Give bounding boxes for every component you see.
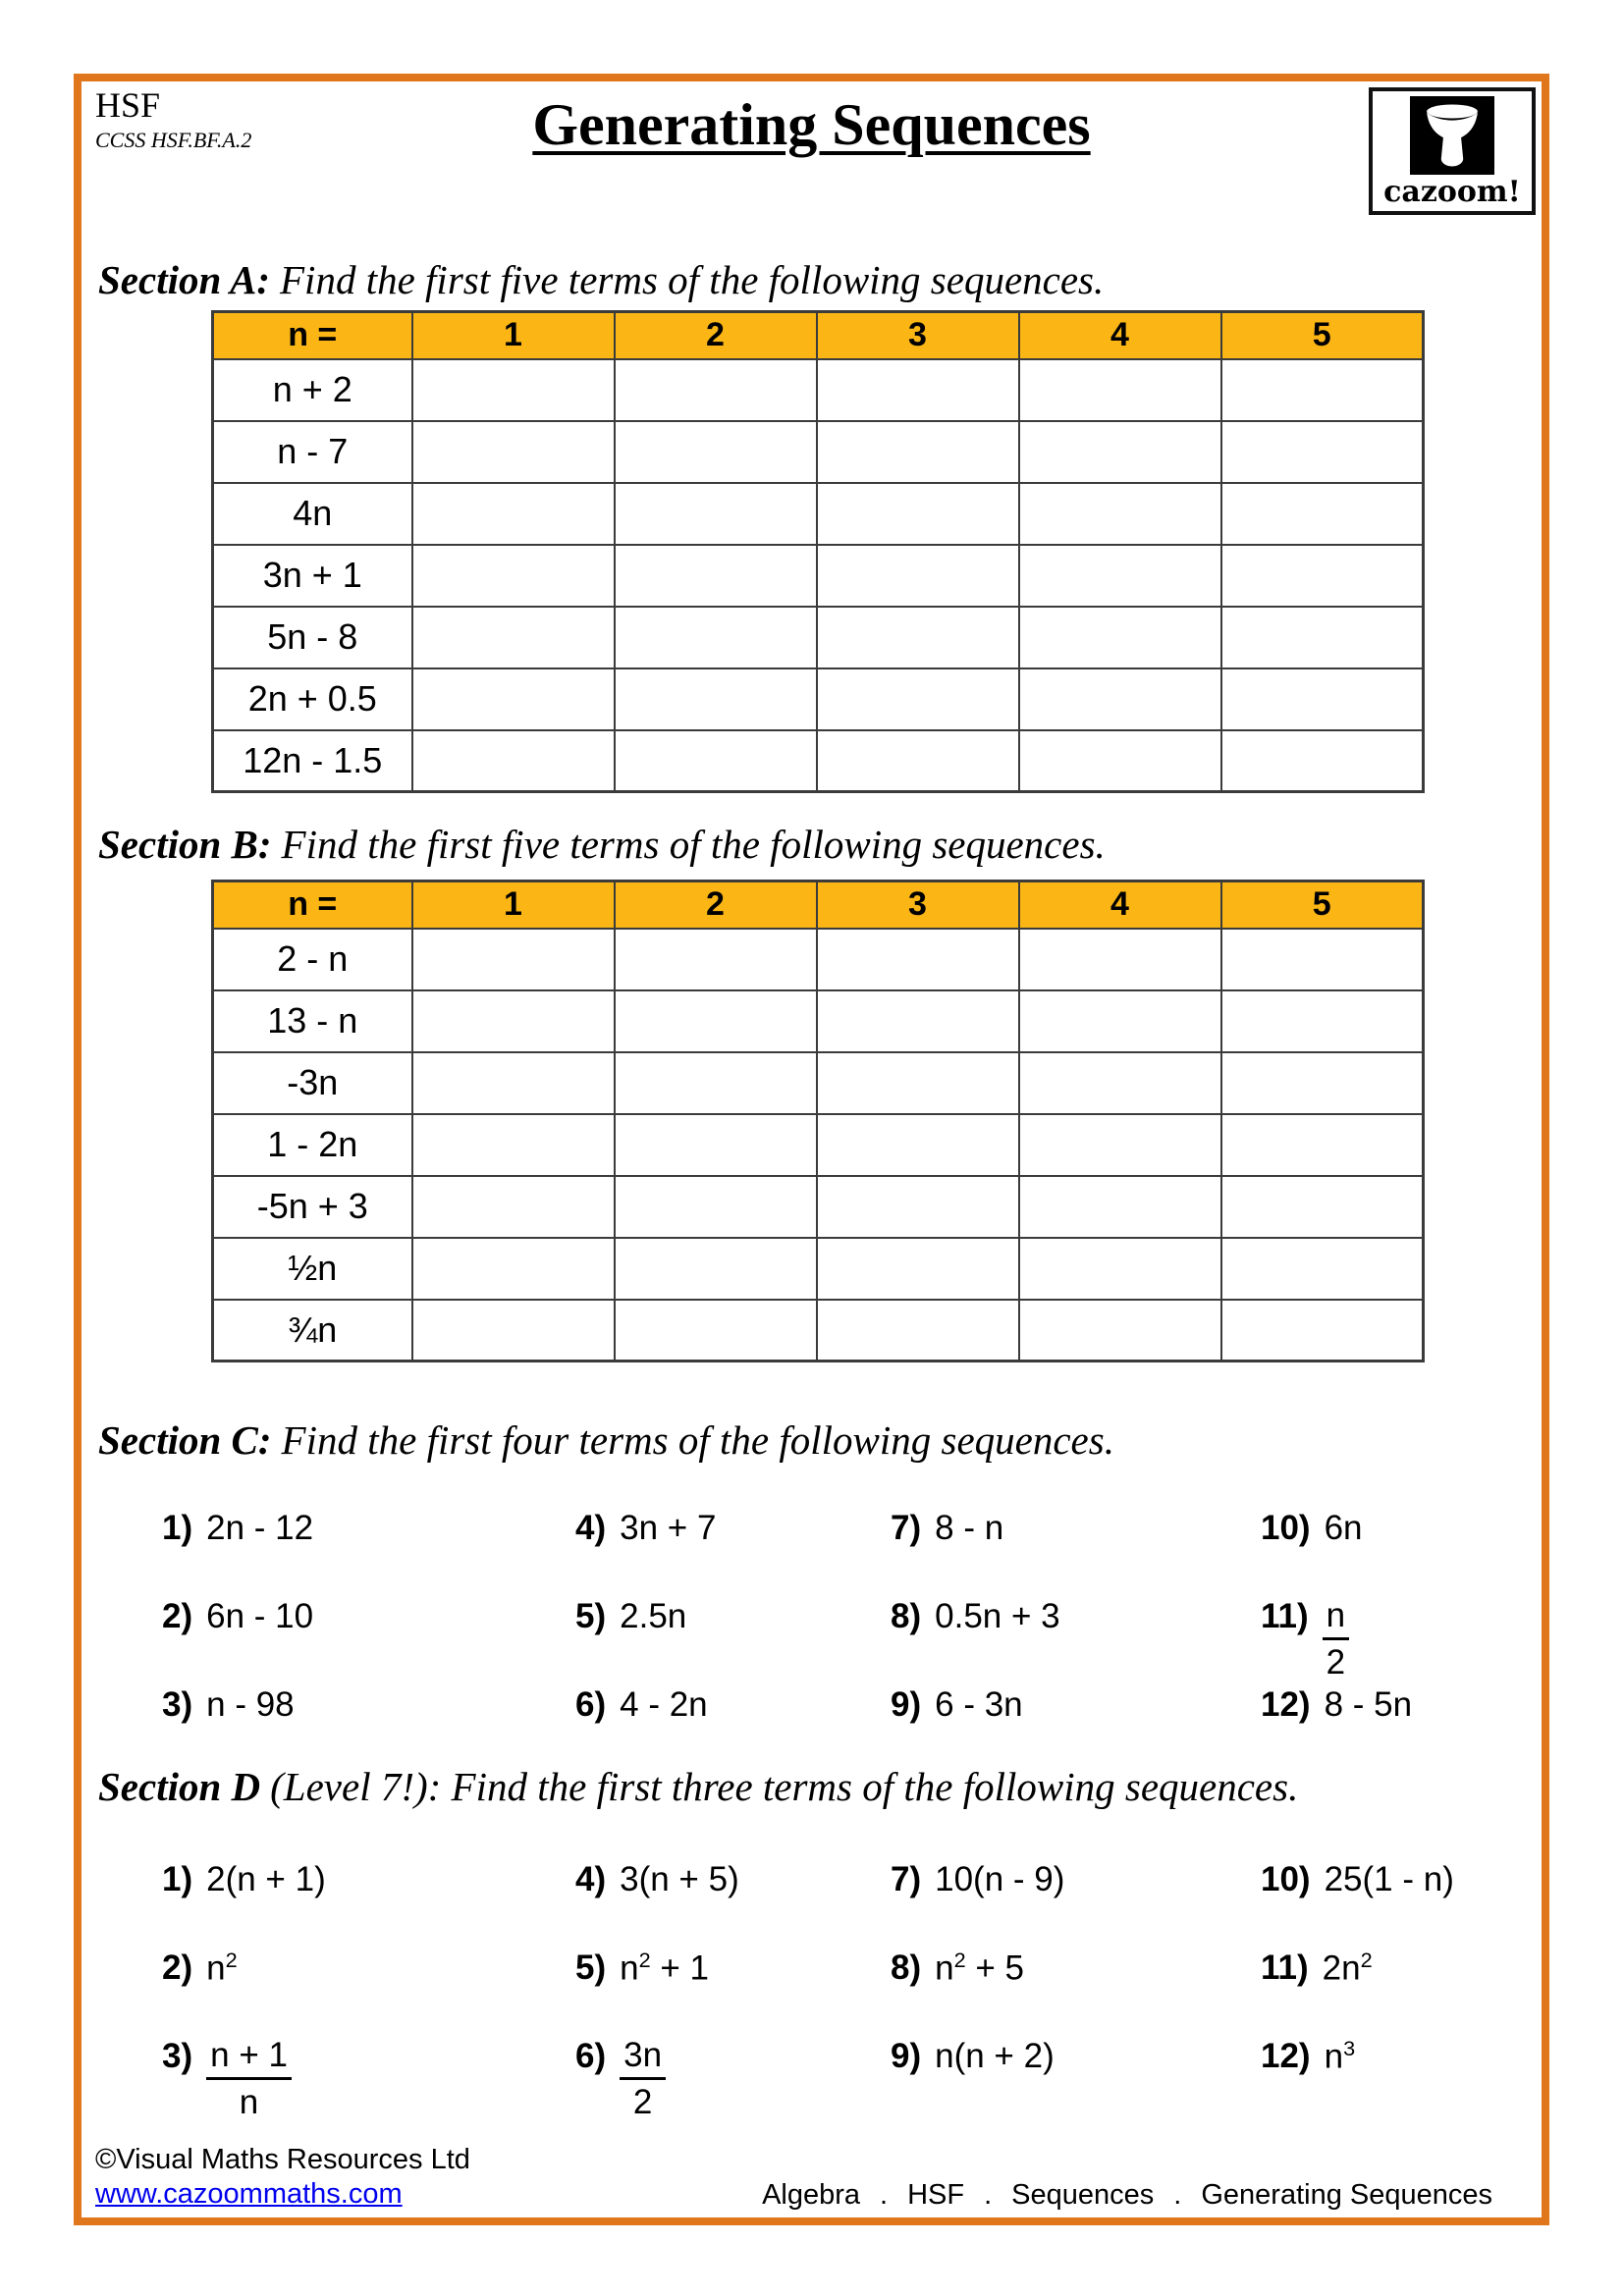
answer-cell xyxy=(1019,483,1221,545)
section-a-table xyxy=(211,310,1425,793)
answer-cell xyxy=(1019,607,1221,668)
answer-cell xyxy=(615,1052,817,1114)
sequence-rule: 12n - 1.5 xyxy=(213,730,412,792)
problem-c-5 xyxy=(575,1595,891,1683)
answer-cell xyxy=(412,483,615,545)
header-cell-3: 3 xyxy=(817,881,1019,929)
problem-c-12 xyxy=(1261,1683,1542,1772)
answer-cell xyxy=(817,359,1019,421)
expression-tail: + 1 xyxy=(650,1949,710,1988)
answer-cell xyxy=(1221,483,1424,545)
answer-cell xyxy=(817,483,1019,545)
fraction-numerator: n + 1 xyxy=(206,2035,292,2080)
page-border-frame xyxy=(74,74,1549,2225)
problem-expression xyxy=(620,1947,709,1990)
fraction-denominator: 2 xyxy=(1326,1643,1346,1682)
header-cell-5: 5 xyxy=(1221,312,1424,359)
level-code: HSF xyxy=(95,85,161,125)
answer-cell xyxy=(412,730,615,792)
header-cell-2: 2 xyxy=(615,881,817,929)
answer-cell xyxy=(412,929,615,990)
answer-cell xyxy=(1019,1052,1221,1114)
header-cell-2: 2 xyxy=(615,312,817,359)
problem-number: 12) xyxy=(1261,2037,1311,2075)
section-b-instruction: Find the first five terms of the following sequences. xyxy=(281,822,1106,867)
breadcrumb-item: Algebra xyxy=(762,2178,861,2211)
table-row xyxy=(213,483,1424,545)
problem-c-3 xyxy=(162,1683,575,1772)
page-title: Generating Sequences xyxy=(532,92,1091,157)
expression-base: n xyxy=(1324,2037,1344,2076)
problem-d-7 xyxy=(891,1858,1261,1947)
table-row xyxy=(213,1114,1424,1176)
expression-exponent: 2 xyxy=(1360,1948,1373,1972)
answer-cell xyxy=(1221,990,1424,1052)
answer-cell xyxy=(1019,545,1221,607)
problem-number: 8) xyxy=(891,1597,922,1635)
problem-expression xyxy=(206,1947,238,1990)
section-d-instruction: (Level 7!): Find the first three terms of the following sequences. xyxy=(270,1764,1299,1809)
problem-d-6 xyxy=(575,2035,891,2123)
expression-exponent: 3 xyxy=(1343,2036,1356,2060)
problem-number: 3) xyxy=(162,2037,193,2075)
problem-expression: 25(1 - n) xyxy=(1324,1860,1454,1898)
answer-cell xyxy=(817,1300,1019,1362)
sequence-rule: n + 2 xyxy=(213,359,412,421)
section-c-instruction: Find the first four terms of the following sequences. xyxy=(281,1417,1114,1463)
sequence-rule: 1 - 2n xyxy=(213,1114,412,1176)
sequence-rule: 3n + 1 xyxy=(213,545,412,607)
problem-number: 9) xyxy=(891,2037,922,2075)
cazoom-logo xyxy=(1369,87,1536,215)
answer-cell xyxy=(1019,668,1221,730)
problem-number: 5) xyxy=(575,1597,607,1635)
answer-cell xyxy=(615,483,817,545)
answer-cell xyxy=(615,421,817,483)
problem-d-1 xyxy=(162,1858,575,1947)
problem-expression xyxy=(1325,2035,1356,2078)
answer-cell xyxy=(817,1114,1019,1176)
answer-cell xyxy=(412,1052,615,1114)
problem-number: 6) xyxy=(575,2037,607,2075)
header-cell-5: 5 xyxy=(1221,881,1424,929)
answer-cell xyxy=(1221,421,1424,483)
answer-cell xyxy=(615,1300,817,1362)
answer-cell xyxy=(1221,730,1424,792)
fraction-denominator: n xyxy=(239,2083,259,2121)
table-header-row xyxy=(213,312,1424,359)
sequence-rule: -5n + 3 xyxy=(213,1176,412,1238)
sequence-rule: 13 - n xyxy=(213,990,412,1052)
breadcrumb xyxy=(762,2179,1492,2212)
header-cell-1: 1 xyxy=(412,312,615,359)
answer-cell xyxy=(1221,1052,1424,1114)
answer-cell xyxy=(1019,990,1221,1052)
problem-expression: 6n - 10 xyxy=(206,1597,314,1635)
problem-expression: 8 - 5n xyxy=(1324,1685,1413,1724)
expression-base: n xyxy=(620,1949,639,1988)
expression-exponent: 2 xyxy=(225,1948,238,1972)
expression-base: n xyxy=(935,1949,954,1988)
problem-number: 6) xyxy=(575,1685,607,1724)
problem-c-7 xyxy=(891,1507,1261,1595)
answer-cell xyxy=(615,1176,817,1238)
answer-cell xyxy=(412,1114,615,1176)
answer-cell xyxy=(1221,668,1424,730)
answer-cell xyxy=(1019,929,1221,990)
section-d-label: Section D xyxy=(98,1764,261,1809)
answer-cell xyxy=(615,545,817,607)
header-cell-1: 1 xyxy=(412,881,615,929)
table-row xyxy=(213,359,1424,421)
problem-expression: n(n + 2) xyxy=(935,2037,1055,2075)
breadcrumb-separator: . xyxy=(1173,2178,1182,2211)
sequence-rule: ¾n xyxy=(213,1300,412,1362)
logo-wordmark: cazoom! xyxy=(1383,174,1521,209)
header-cell-4: 4 xyxy=(1019,881,1221,929)
problem-c-2 xyxy=(162,1595,575,1683)
problem-number: 5) xyxy=(575,1949,607,1987)
problem-number: 3) xyxy=(162,1685,193,1724)
answer-cell xyxy=(412,607,615,668)
problem-d-10 xyxy=(1261,1858,1542,1947)
breadcrumb-separator: . xyxy=(880,2178,889,2211)
sequence-rule: 5n - 8 xyxy=(213,607,412,668)
problem-number: 4) xyxy=(575,1860,607,1898)
section-b-heading xyxy=(98,821,1106,868)
answer-cell xyxy=(615,607,817,668)
answer-cell xyxy=(412,668,615,730)
fraction-expression xyxy=(206,2035,292,2123)
header-cell-n: n = xyxy=(213,312,412,359)
answer-cell xyxy=(817,421,1019,483)
breadcrumb-item: HSF xyxy=(907,2178,965,2211)
answer-cell xyxy=(817,1052,1019,1114)
answer-cell xyxy=(1221,1300,1424,1362)
problem-expression: 3(n + 5) xyxy=(620,1860,739,1898)
problem-c-4 xyxy=(575,1507,891,1595)
answer-cell xyxy=(615,668,817,730)
answer-cell xyxy=(817,668,1019,730)
problem-c-6 xyxy=(575,1683,891,1772)
table-row xyxy=(213,421,1424,483)
answer-cell xyxy=(817,607,1019,668)
answer-cell xyxy=(412,421,615,483)
problem-c-1 xyxy=(162,1507,575,1595)
expression-exponent: 2 xyxy=(638,1948,651,1972)
problem-d-9 xyxy=(891,2035,1261,2123)
page-footer xyxy=(95,2143,1492,2212)
section-d-problems xyxy=(81,1858,1542,2123)
problem-number: 1) xyxy=(162,1860,193,1898)
problem-expression xyxy=(935,1947,1024,1990)
problem-c-10 xyxy=(1261,1507,1542,1595)
problem-expression: 8 - n xyxy=(935,1509,1004,1547)
table-row xyxy=(213,1238,1424,1300)
section-d-heading xyxy=(98,1763,1298,1810)
expression-tail: + 5 xyxy=(965,1949,1025,1988)
problem-d-4 xyxy=(575,1858,891,1947)
table-row xyxy=(213,668,1424,730)
header-cell-3: 3 xyxy=(817,312,1019,359)
answer-cell xyxy=(817,1238,1019,1300)
sequence-rule: 2n + 0.5 xyxy=(213,668,412,730)
problem-expression: 6n xyxy=(1324,1509,1363,1547)
ccss-standard: CCSS HSF.BF.A.2 xyxy=(95,127,252,152)
answer-cell xyxy=(1019,1176,1221,1238)
expression-exponent: 2 xyxy=(953,1948,966,1972)
answer-cell xyxy=(1019,1238,1221,1300)
problem-expression: 10(n - 9) xyxy=(935,1860,1065,1898)
problem-d-2 xyxy=(162,1947,575,2035)
answer-cell xyxy=(412,1176,615,1238)
fraction-expression xyxy=(620,2035,666,2123)
problem-number: 10) xyxy=(1261,1860,1311,1898)
problem-number: 7) xyxy=(891,1860,922,1898)
problem-number: 4) xyxy=(575,1509,607,1547)
answer-cell xyxy=(412,359,615,421)
djembe-drum-icon xyxy=(1410,96,1494,175)
answer-cell xyxy=(1019,1114,1221,1176)
answer-cell xyxy=(1221,1114,1424,1176)
answer-cell xyxy=(1221,1238,1424,1300)
problem-c-8 xyxy=(891,1595,1261,1683)
fraction-numerator: 3n xyxy=(620,2035,666,2080)
problem-expression: 4 - 2n xyxy=(620,1685,708,1724)
answer-cell xyxy=(1221,359,1424,421)
section-c-problems xyxy=(81,1507,1542,1772)
sequence-rule: 2 - n xyxy=(213,929,412,990)
section-b-table xyxy=(211,880,1425,1362)
answer-cell xyxy=(412,1238,615,1300)
problem-number: 8) xyxy=(891,1949,922,1987)
answer-cell xyxy=(817,929,1019,990)
section-a-instruction: Find the first five terms of the following sequences. xyxy=(280,257,1105,302)
problem-d-3 xyxy=(162,2035,575,2123)
section-b-label: Section B: xyxy=(98,822,272,867)
sequence-rule: 4n xyxy=(213,483,412,545)
problem-d-8 xyxy=(891,1947,1261,2035)
table-header-row xyxy=(213,881,1424,929)
sequence-rule: n - 7 xyxy=(213,421,412,483)
problem-number: 7) xyxy=(891,1509,922,1547)
answer-cell xyxy=(615,1238,817,1300)
table-row xyxy=(213,1300,1424,1362)
answer-cell xyxy=(1019,421,1221,483)
problem-number: 11) xyxy=(1261,1949,1309,1987)
answer-cell xyxy=(412,1300,615,1362)
problem-c-11 xyxy=(1261,1595,1542,1683)
table-row xyxy=(213,545,1424,607)
expression-base: 2n xyxy=(1322,1949,1361,1988)
section-a-heading xyxy=(98,256,1104,303)
section-c-heading xyxy=(98,1416,1114,1464)
problem-d-5 xyxy=(575,1947,891,2035)
header-cell-4: 4 xyxy=(1019,312,1221,359)
answer-cell xyxy=(412,990,615,1052)
problem-d-12 xyxy=(1261,2035,1542,2123)
answer-cell xyxy=(1019,730,1221,792)
answer-cell xyxy=(615,929,817,990)
table-row xyxy=(213,990,1424,1052)
expression-base: n xyxy=(206,1949,226,1988)
table-row xyxy=(213,607,1424,668)
breadcrumb-separator: . xyxy=(984,2178,993,2211)
answer-cell xyxy=(1221,607,1424,668)
sequence-rule: -3n xyxy=(213,1052,412,1114)
header-cell-n: n = xyxy=(213,881,412,929)
problem-expression xyxy=(1323,1947,1373,1990)
table-row xyxy=(213,929,1424,990)
problem-c-9 xyxy=(891,1683,1261,1772)
problem-expression: n - 98 xyxy=(206,1685,295,1724)
answer-cell xyxy=(1221,1176,1424,1238)
answer-cell xyxy=(1221,929,1424,990)
problem-number: 2) xyxy=(162,1597,193,1635)
answer-cell xyxy=(1019,1300,1221,1362)
breadcrumb-item: Generating Sequences xyxy=(1201,2178,1492,2211)
problem-number: 11) xyxy=(1261,1597,1309,1635)
problem-expression: 2(n + 1) xyxy=(206,1860,326,1898)
copyright-block xyxy=(95,2143,470,2212)
website-link[interactable]: www.cazoommaths.com xyxy=(95,2177,403,2210)
fraction-numerator: n xyxy=(1323,1595,1349,1640)
problem-expression: 6 - 3n xyxy=(935,1685,1023,1724)
answer-cell xyxy=(1019,359,1221,421)
problem-number: 12) xyxy=(1261,1685,1311,1724)
problem-number: 10) xyxy=(1261,1509,1311,1547)
problem-number: 1) xyxy=(162,1509,193,1547)
answer-cell xyxy=(817,990,1019,1052)
problem-expression: 0.5n + 3 xyxy=(935,1597,1060,1635)
problem-expression: 2.5n xyxy=(620,1597,687,1635)
answer-cell xyxy=(615,359,817,421)
copyright-text: ©Visual Maths Resources Ltd xyxy=(95,2144,470,2175)
answer-cell xyxy=(817,730,1019,792)
problem-expression: 3n + 7 xyxy=(620,1509,717,1547)
answer-cell xyxy=(412,545,615,607)
problem-d-11 xyxy=(1261,1947,1542,2035)
breadcrumb-item: Sequences xyxy=(1011,2178,1155,2211)
fraction-denominator: 2 xyxy=(632,2083,653,2121)
fraction-expression xyxy=(1323,1595,1349,1683)
section-c-label: Section C: xyxy=(98,1417,272,1463)
answer-cell xyxy=(1221,545,1424,607)
problem-number: 9) xyxy=(891,1685,922,1724)
answer-cell xyxy=(615,730,817,792)
table-row xyxy=(213,1052,1424,1114)
problem-number: 2) xyxy=(162,1949,193,1987)
sequence-rule: ½n xyxy=(213,1238,412,1300)
answer-cell xyxy=(817,1176,1019,1238)
table-row xyxy=(213,1176,1424,1238)
answer-cell xyxy=(817,545,1019,607)
table-row xyxy=(213,730,1424,792)
answer-cell xyxy=(615,1114,817,1176)
problem-expression: 2n - 12 xyxy=(206,1509,314,1547)
answer-cell xyxy=(615,990,817,1052)
section-a-label: Section A: xyxy=(98,257,271,302)
